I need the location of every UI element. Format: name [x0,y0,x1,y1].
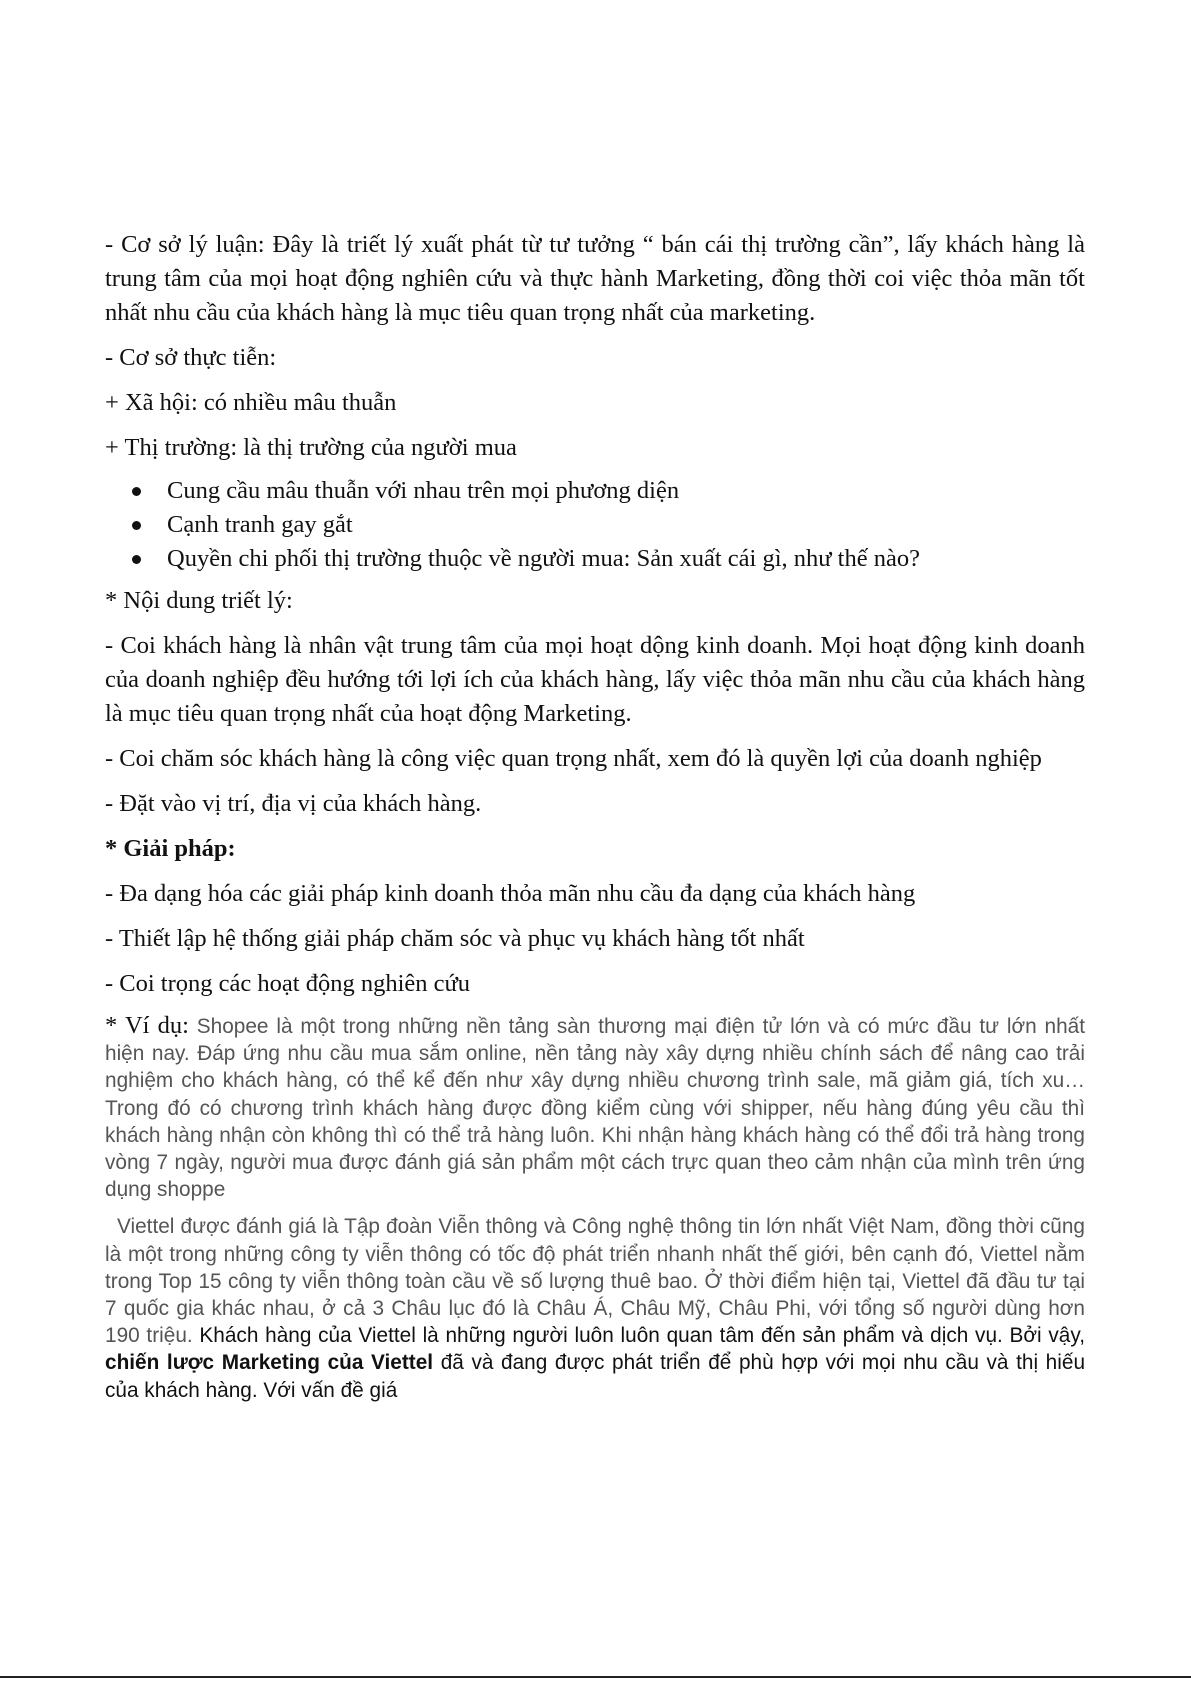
example-shopee-text: Shopee là một trong những nền tảng sàn thương mại điện tử lớn và có mức đầu tư lớn nhất hiện nay. Đáp ứng nhu cầu mua sắm online, nền tảng này xây dựng nhiều chính sách để nâng cao trải nghiệm cho khách hàng, có thể kể đến như xây dựng nhiều chương trình sale, mã giảm giá, tích xu… Trong đó có chương trình khách hàng được đồng kiểm cùng với shipper, nếu hàng đúng yêu cầu thì khách hàng nhận còn không thì có thể trả hàng luôn. Khi nhận hàng khách hàng có thể đổi trả hàng trong vòng 7 ngày, người mua được đánh giá sản phẩm một cách trực quan theo cảm nhận của mình trên ứng dụng shoppe [105,1015,1085,1202]
bullet-dot-icon [132,487,141,496]
paragraph-noi-dung-1: - Coi khách hàng là nhân vật trung tâm của mọi hoạt dộng kinh doanh. Mọi hoạt động kinh doanh của doanh nghiệp đều hướng tới lợi ích của khách hàng, lấy việc thỏa mãn nhu cầu của khách hàng là mục tiêu quan trọng nhất của hoạt động Marketing. [105,632,1085,727]
list-item: Quyền chi phối thị trường thuộc về người mua: Sản xuất cái gì, như thế nào? [105,542,1085,576]
paragraph-example-shopee [105,1012,1085,1203]
paragraph-giai-phap-3: - Coi trọng các hoạt động nghiên cứu [105,970,471,997]
paragraph-xa-hoi: + Xã hội: có nhiều mâu thuẫn [105,389,397,416]
page-bottom-rule [0,1676,1191,1678]
bullet-dot-icon [132,521,141,530]
paragraph-giai-phap-1: - Đa dạng hóa các giải pháp kinh doanh thỏa mãn nhu cầu đa dạng của khách hàng [105,880,916,907]
viettel-dark-text-1: Khách hàng của Viettel là những người luôn luôn quan tâm đến sản phẩm và dịch vụ. Bởi vậy, [199,1324,1085,1348]
example-lead: * Ví dụ: [105,1012,189,1039]
paragraph-giai-phap-2: - Thiết lập hệ thống giải pháp chăm sóc và phục vụ khách hàng tốt nhất [105,925,805,952]
paragraph-co-so-thuc-tien: - Cơ sở thực tiễn: [105,344,277,371]
viettel-bold-text: chiến lược Marketing của Viettel [105,1351,434,1375]
heading-giai-phap: * Giải pháp: [105,835,236,862]
paragraph-noi-dung-3: - Đặt vào vị trí, địa vị của khách hàng. [105,790,482,817]
paragraph-noi-dung-2: - Coi chăm sóc khách hàng là công việc quan trọng nhất, xem đó là quyền lợi của doanh nghiệp [105,745,1042,772]
bullet-list [105,474,1085,576]
heading-noi-dung: * Nội dung triết lý: [105,587,293,614]
paragraph-example-viettel [105,1213,1085,1403]
list-item: Cạnh tranh gay gắt [105,508,1085,542]
viettel-dark-text-2: đã và đang được phát triển để phù hợp với mọi nhu cầu và thị hiếu của khách hàng. Với vấn đề giá [105,1351,1086,1402]
list-item: Cung cầu mâu thuẫn với nhau trên mọi phương diện [105,474,1085,508]
document-page [105,228,1085,1414]
viettel-grey-text: Viettel được đánh giá là Tập đoàn Viễn thông và Công nghệ thông tin lớn nhất Việt Nam, đồng thời cũng là một trong những công ty viễn thông có tốc độ phát triển nhanh nhất thế giới, bên cạnh đó, Viettel nằm trong Top 15 công ty viễn thông toàn cầu về số lượng thuê bao. Ở thời điểm hiện tại, Viettel đã đầu tư tại 7 quốc gia khác nhau, ở cả 3 Châu lục đó là Châu Á, Châu Mỹ, Châu Phi, với tổng số người dùng hơn 190 triệu. [105,1215,1085,1348]
paragraph-thi-truong: + Thị trường: là thị trường của người mua [105,434,517,461]
paragraph-co-so-ly-luan: - Cơ sở lý luận: Đây là triết lý xuất phát từ tư tưởng “ bán cái thị trường cần”, lấy khách hàng là trung tâm của mọi hoạt động nghiên cứu và thực hành Marketing, đồng thời coi việc thỏa mãn tốt nhất nhu cầu của khách hàng là mục tiêu quan trọng nhất của marketing. [105,231,1085,326]
bullet-dot-icon [132,555,141,564]
